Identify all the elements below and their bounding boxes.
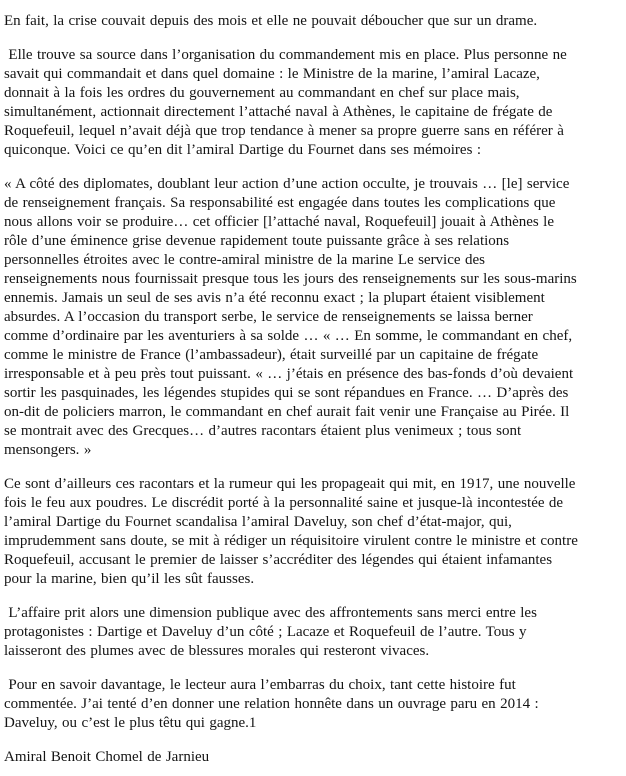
text-line: pour la marine, bien qu’il les sût fausses. (4, 571, 255, 587)
text-line: comme le ministre de France (l’ambassadeur), était surveillé par un capitaine de frégate (4, 347, 539, 363)
text-line: laisseront des plumes avec de blessures morales qui resteront vivaces. (4, 643, 430, 659)
paragraph (4, 676, 624, 733)
text-line: Daveluy, ou c’est le plus têtu qui gagne.1 (4, 715, 257, 731)
text-line: rôle d’une éminence grise devenue rapidement toute puissante grâce à ses relations (4, 233, 510, 249)
text-line: sortir les pasquinades, les légendes stupides qui se sont répandues en France. … D’après des (4, 385, 569, 401)
text-line: Pour en savoir davantage, le lecteur aura l’embarras du choix, tant cette histoire fut (4, 677, 516, 693)
text-line: imprudemment sans doute, se mit à rédiger un réquisitoire virulent contre le ministre et contre (4, 533, 578, 549)
text-line: renseignements nous fournissait presque tous les jours des renseignements sur les sous-marins (4, 271, 577, 287)
text-line: Ce sont d’ailleurs ces racontars et la rumeur qui les propageait qui mit, en 1917, une nouvelle (4, 476, 576, 492)
text-line: mensongers. » (4, 442, 92, 458)
paragraph (4, 175, 624, 460)
text-line: quiconque. Voici ce qu’en dit l’amiral Dartige du Fournet dans ses mémoires : (4, 142, 482, 158)
paragraph (4, 12, 624, 31)
text-line: fois le feu aux poudres. Le discrédit porté à la personnalité saine et jusque-là incontestée de (4, 495, 564, 511)
text-line: savait qui commandait et dans quel domaine : le Ministre de la marine, l’amiral Lacaze, (4, 66, 540, 82)
text-line: on-dit de policiers marron, le commandant en chef aurait fait venir une Française au Pirée. Il (4, 404, 570, 420)
text-line: protagonistes : Dartige et Daveluy d’un côté ; Lacaze et Roquefeuil de l’autre. Tous y (4, 624, 527, 640)
text-line: « A côté des diplomates, doublant leur action d’une action occulte, je trouvais … [le] service (4, 176, 570, 192)
text-line: de renseignement français. Sa responsabilité est engagée dans toutes les complications que (4, 195, 556, 211)
text-line: ennemis. Jamais un seul de ses avis n’a été reconnu exact ; la plupart étaient visiblement (4, 290, 545, 306)
text-line: l’amiral Dartige du Fournet scandalisa l’amiral Daveluy, son chef d’état-major, qui, (4, 514, 512, 530)
text-line: simultanément, actionnait directement l’attaché naval à Athènes, le capitaine de frégate de (4, 104, 553, 120)
text-line: se montrait avec des Grecques… d’autres racontars étaient plus venimeux ; tous sont (4, 423, 522, 439)
text-line: En fait, la crise couvait depuis des mois et elle ne pouvait déboucher que sur un drame. (4, 13, 538, 29)
paragraph (4, 748, 624, 767)
paragraph (4, 475, 624, 589)
document-body (4, 12, 624, 767)
text-line: Roquefeuil, lequel n’avait déjà que trop tendance à mener sa propre guerre sans en référer à (4, 123, 564, 139)
text-line: donnait à la fois les ordres du gouvernement au commandant en chef sur place mais, (4, 85, 520, 101)
paragraph (4, 46, 624, 160)
text-line: Roquefeuil, accusant le premier de laisser s’accréditer des légendes qui étaient infamantes (4, 552, 553, 568)
text-line: commentée. J’ai tenté d’en donner une relation honnête dans un ouvrage paru en 2014 : (4, 696, 539, 712)
text-line: comme d’ordinaire par les aventuriers à sa solde … « … En somme, le commandant en chef, (4, 328, 573, 344)
text-line: nous allons voir se produire… cet officier [l’attaché naval, Roquefeuil] jouait à Athènes le (4, 214, 554, 230)
text-line: irresponsable et à peu près tout puissant. « … j’étais en présence des bas-fonds d’où devaient (4, 366, 574, 382)
text-line: personnelles étroites avec le contre-amiral ministre de la marine Le service des (4, 252, 485, 268)
text-line: Elle trouve sa source dans l’organisation du commandement mis en place. Plus personne ne (4, 47, 567, 63)
text-line: absurdes. A l’occasion du transport serbe, le service de renseignements se laissa berner (4, 309, 533, 325)
text-line: L’affaire prit alors une dimension publique avec des affrontements sans merci entre les (4, 605, 537, 621)
paragraph (4, 604, 624, 661)
text-line: Amiral Benoit Chomel de Jarnieu (4, 749, 210, 765)
